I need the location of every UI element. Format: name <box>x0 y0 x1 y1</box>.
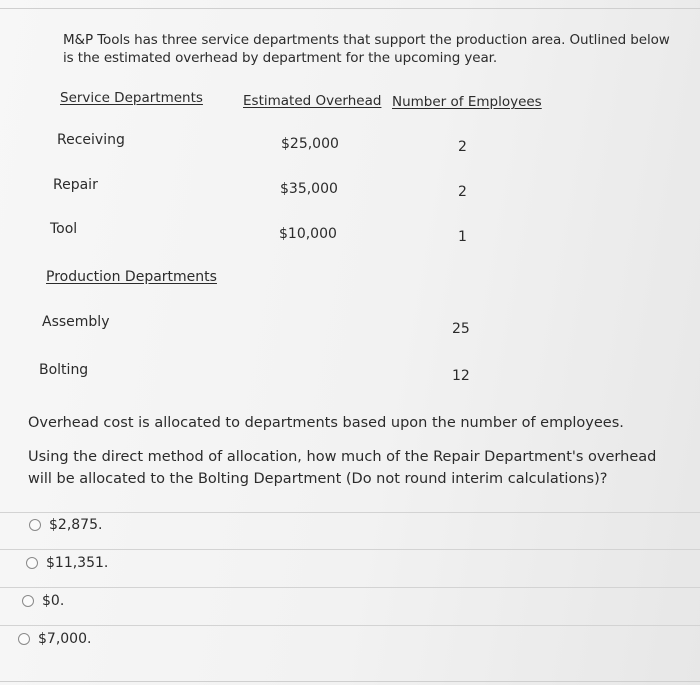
row-repair-overhead: $35,000 <box>280 181 338 197</box>
row-bolting-name: Bolting <box>39 362 89 378</box>
question-line-1: Overhead cost is allocated to departments based upon the number of employees. <box>28 415 624 431</box>
radio-icon[interactable] <box>18 633 30 645</box>
row-assembly-name: Assembly <box>42 314 110 330</box>
header-production-departments: Production Departments <box>46 269 217 285</box>
option-c-label: $0. <box>42 593 65 609</box>
radio-icon[interactable] <box>29 519 41 531</box>
option-divider <box>0 625 700 626</box>
row-tool-employees: 1 <box>458 229 467 245</box>
option-a[interactable] <box>29 517 102 533</box>
radio-icon[interactable] <box>22 595 34 607</box>
question-line-2: Using the direct method of allocation, how much of the Repair Department's overhead will be allocated to the Bolting Department (Do not round interim calculations)? <box>28 449 657 487</box>
row-tool-overhead: $10,000 <box>279 226 337 242</box>
option-c[interactable] <box>22 593 64 609</box>
option-divider <box>0 587 700 588</box>
option-a-label: $2,875. <box>49 517 103 533</box>
top-divider <box>0 8 700 9</box>
header-number-of-employees: Number of Employees <box>392 94 542 110</box>
option-divider <box>0 549 700 550</box>
header-estimated-overhead: Estimated Overhead <box>243 93 382 109</box>
row-tool-name: Tool <box>50 221 78 237</box>
bottom-divider <box>0 681 700 682</box>
row-bolting-employees: 12 <box>452 368 470 384</box>
header-service-departments: Service Departments <box>60 90 203 106</box>
option-divider <box>0 512 700 513</box>
option-d[interactable] <box>18 631 91 647</box>
row-receiving-overhead: $25,000 <box>281 136 339 152</box>
row-repair-name: Repair <box>53 177 98 193</box>
row-repair-employees: 2 <box>458 184 467 200</box>
row-receiving-employees: 2 <box>458 139 467 155</box>
option-d-label: $7,000. <box>38 631 92 647</box>
option-b[interactable] <box>26 555 108 571</box>
row-receiving-name: Receiving <box>57 132 125 148</box>
radio-icon[interactable] <box>26 557 38 569</box>
row-assembly-employees: 25 <box>452 321 470 337</box>
option-b-label: $11,351. <box>46 555 109 571</box>
intro-text: M&P Tools has three service departments that support the production area. Outlined below is the estimated overhead by department for the upcoming year. <box>63 32 670 66</box>
